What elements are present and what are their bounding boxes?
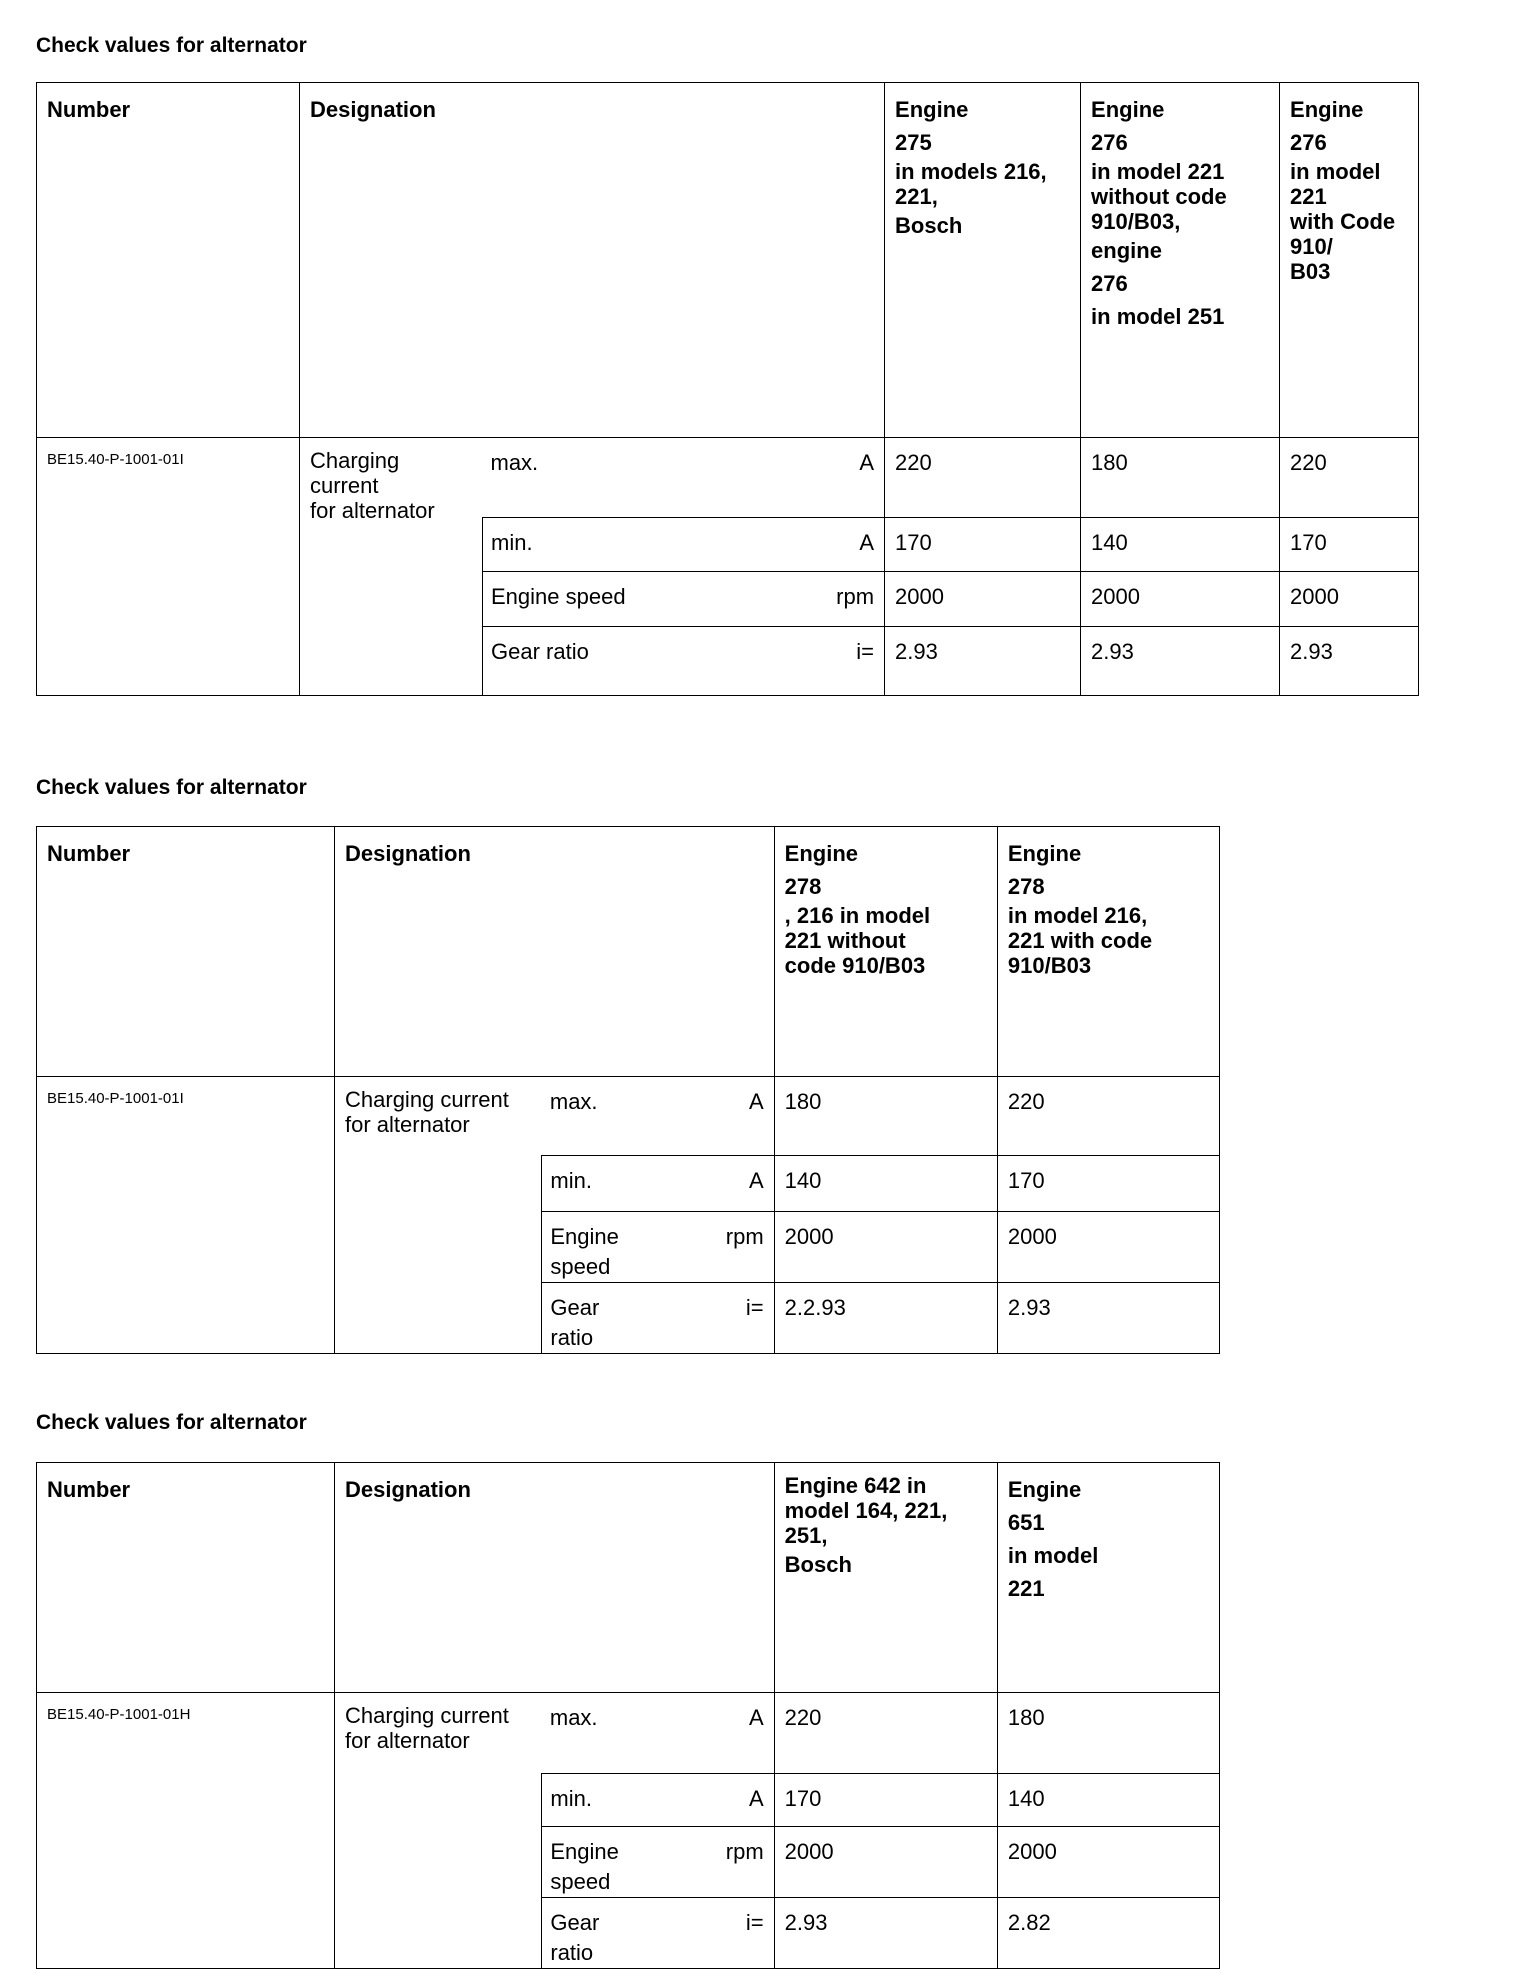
row-label: min. [542, 1774, 633, 1827]
value-cell: 220 [774, 1693, 997, 1774]
header-designation: Designation [335, 1463, 775, 1693]
row-unit: A [633, 1077, 775, 1156]
row-label: Engine speed [483, 572, 688, 627]
row-unit: A [633, 1156, 775, 1212]
header-engine-2: Engine 276 in model 221 without code 910/B03, engine 276 in model 251 [1081, 83, 1280, 438]
header-designation: Designation [300, 83, 885, 438]
row-unit: A [688, 438, 885, 518]
check-values-table-3 [36, 1462, 1220, 1969]
value-cell: 2000 [1280, 572, 1419, 627]
row-label: Gear ratio [542, 1283, 633, 1354]
table-row [37, 1693, 1220, 1774]
header-engine-2: Engine 651 in model 221 [997, 1463, 1219, 1693]
section-title: Check values for alternator [36, 1411, 307, 1434]
value-cell: 140 [774, 1156, 997, 1212]
value-cell: 170 [1280, 518, 1419, 572]
value-cell: 180 [774, 1077, 997, 1156]
section-title: Check values for alternator [36, 34, 307, 57]
value-cell: 2000 [1081, 572, 1280, 627]
row-label: min. [483, 518, 688, 572]
row-unit: A [688, 518, 885, 572]
part-number: BE15.40-P-1001-01I [37, 438, 300, 696]
value-cell: 2000 [774, 1827, 997, 1898]
row-unit: A [633, 1693, 775, 1774]
header-number: Number [37, 83, 300, 438]
header-engine-2: Engine 278 in model 216, 221 with code 910/B03 [997, 827, 1219, 1077]
row-unit: i= [633, 1283, 775, 1354]
row-unit: A [633, 1774, 775, 1827]
value-cell: 2.93 [1280, 627, 1419, 696]
value-cell: 2000 [997, 1827, 1219, 1898]
header-engine-1: Engine 278 , 216 in model 221 without code 910/B03 [774, 827, 997, 1077]
header-number: Number [37, 1463, 335, 1693]
value-cell: 2.93 [885, 627, 1081, 696]
part-number: BE15.40-P-1001-01H [37, 1693, 335, 1969]
value-cell: 180 [1081, 438, 1280, 518]
section-title: Check values for alternator [36, 776, 307, 799]
row-label: max. [483, 438, 688, 518]
check-values-table-1 [36, 82, 1419, 696]
header-engine-3: Engine 276 in model 221 with Code 910/ B03 [1280, 83, 1419, 438]
row-unit: rpm [633, 1827, 775, 1898]
value-cell: 220 [885, 438, 1081, 518]
value-cell: 2.93 [997, 1283, 1219, 1354]
row-unit: rpm [633, 1212, 775, 1283]
value-cell: 170 [885, 518, 1081, 572]
table-row [37, 1077, 1220, 1156]
header-designation: Designation [335, 827, 775, 1077]
row-label: Gear ratio [542, 1898, 633, 1969]
value-cell: 2.2.93 [774, 1283, 997, 1354]
row-label: Engine speed [542, 1827, 633, 1898]
row-unit: rpm [688, 572, 885, 627]
value-cell: 2000 [774, 1212, 997, 1283]
row-unit: i= [633, 1898, 775, 1969]
row-label: max. [542, 1077, 633, 1156]
row-unit: i= [688, 627, 885, 696]
value-cell: 2.93 [774, 1898, 997, 1969]
table-row [37, 438, 1419, 518]
value-cell: 170 [997, 1156, 1219, 1212]
value-cell: 140 [1081, 518, 1280, 572]
header-engine-1: Engine 642 in model 164, 221, 251, Bosch [774, 1463, 997, 1693]
header-number: Number [37, 827, 335, 1077]
value-cell: 220 [1280, 438, 1419, 518]
row-label: min. [542, 1156, 633, 1212]
part-number: BE15.40-P-1001-01I [37, 1077, 335, 1354]
value-cell: 220 [997, 1077, 1219, 1156]
value-cell: 140 [997, 1774, 1219, 1827]
value-cell: 2000 [885, 572, 1081, 627]
row-label: max. [542, 1693, 633, 1774]
value-cell: 2.82 [997, 1898, 1219, 1969]
check-values-table-2 [36, 826, 1220, 1354]
row-label: Engine speed [542, 1212, 633, 1283]
designation: Charging current for alternator [335, 1693, 542, 1969]
designation: Charging current for alternator [335, 1077, 542, 1354]
value-cell: 170 [774, 1774, 997, 1827]
value-cell: 2000 [997, 1212, 1219, 1283]
row-label: Gear ratio [483, 627, 688, 696]
value-cell: 180 [997, 1693, 1219, 1774]
designation: Charging current for alternator [300, 438, 483, 696]
value-cell: 2.93 [1081, 627, 1280, 696]
header-engine-1: Engine 275 in models 216, 221, Bosch [885, 83, 1081, 438]
